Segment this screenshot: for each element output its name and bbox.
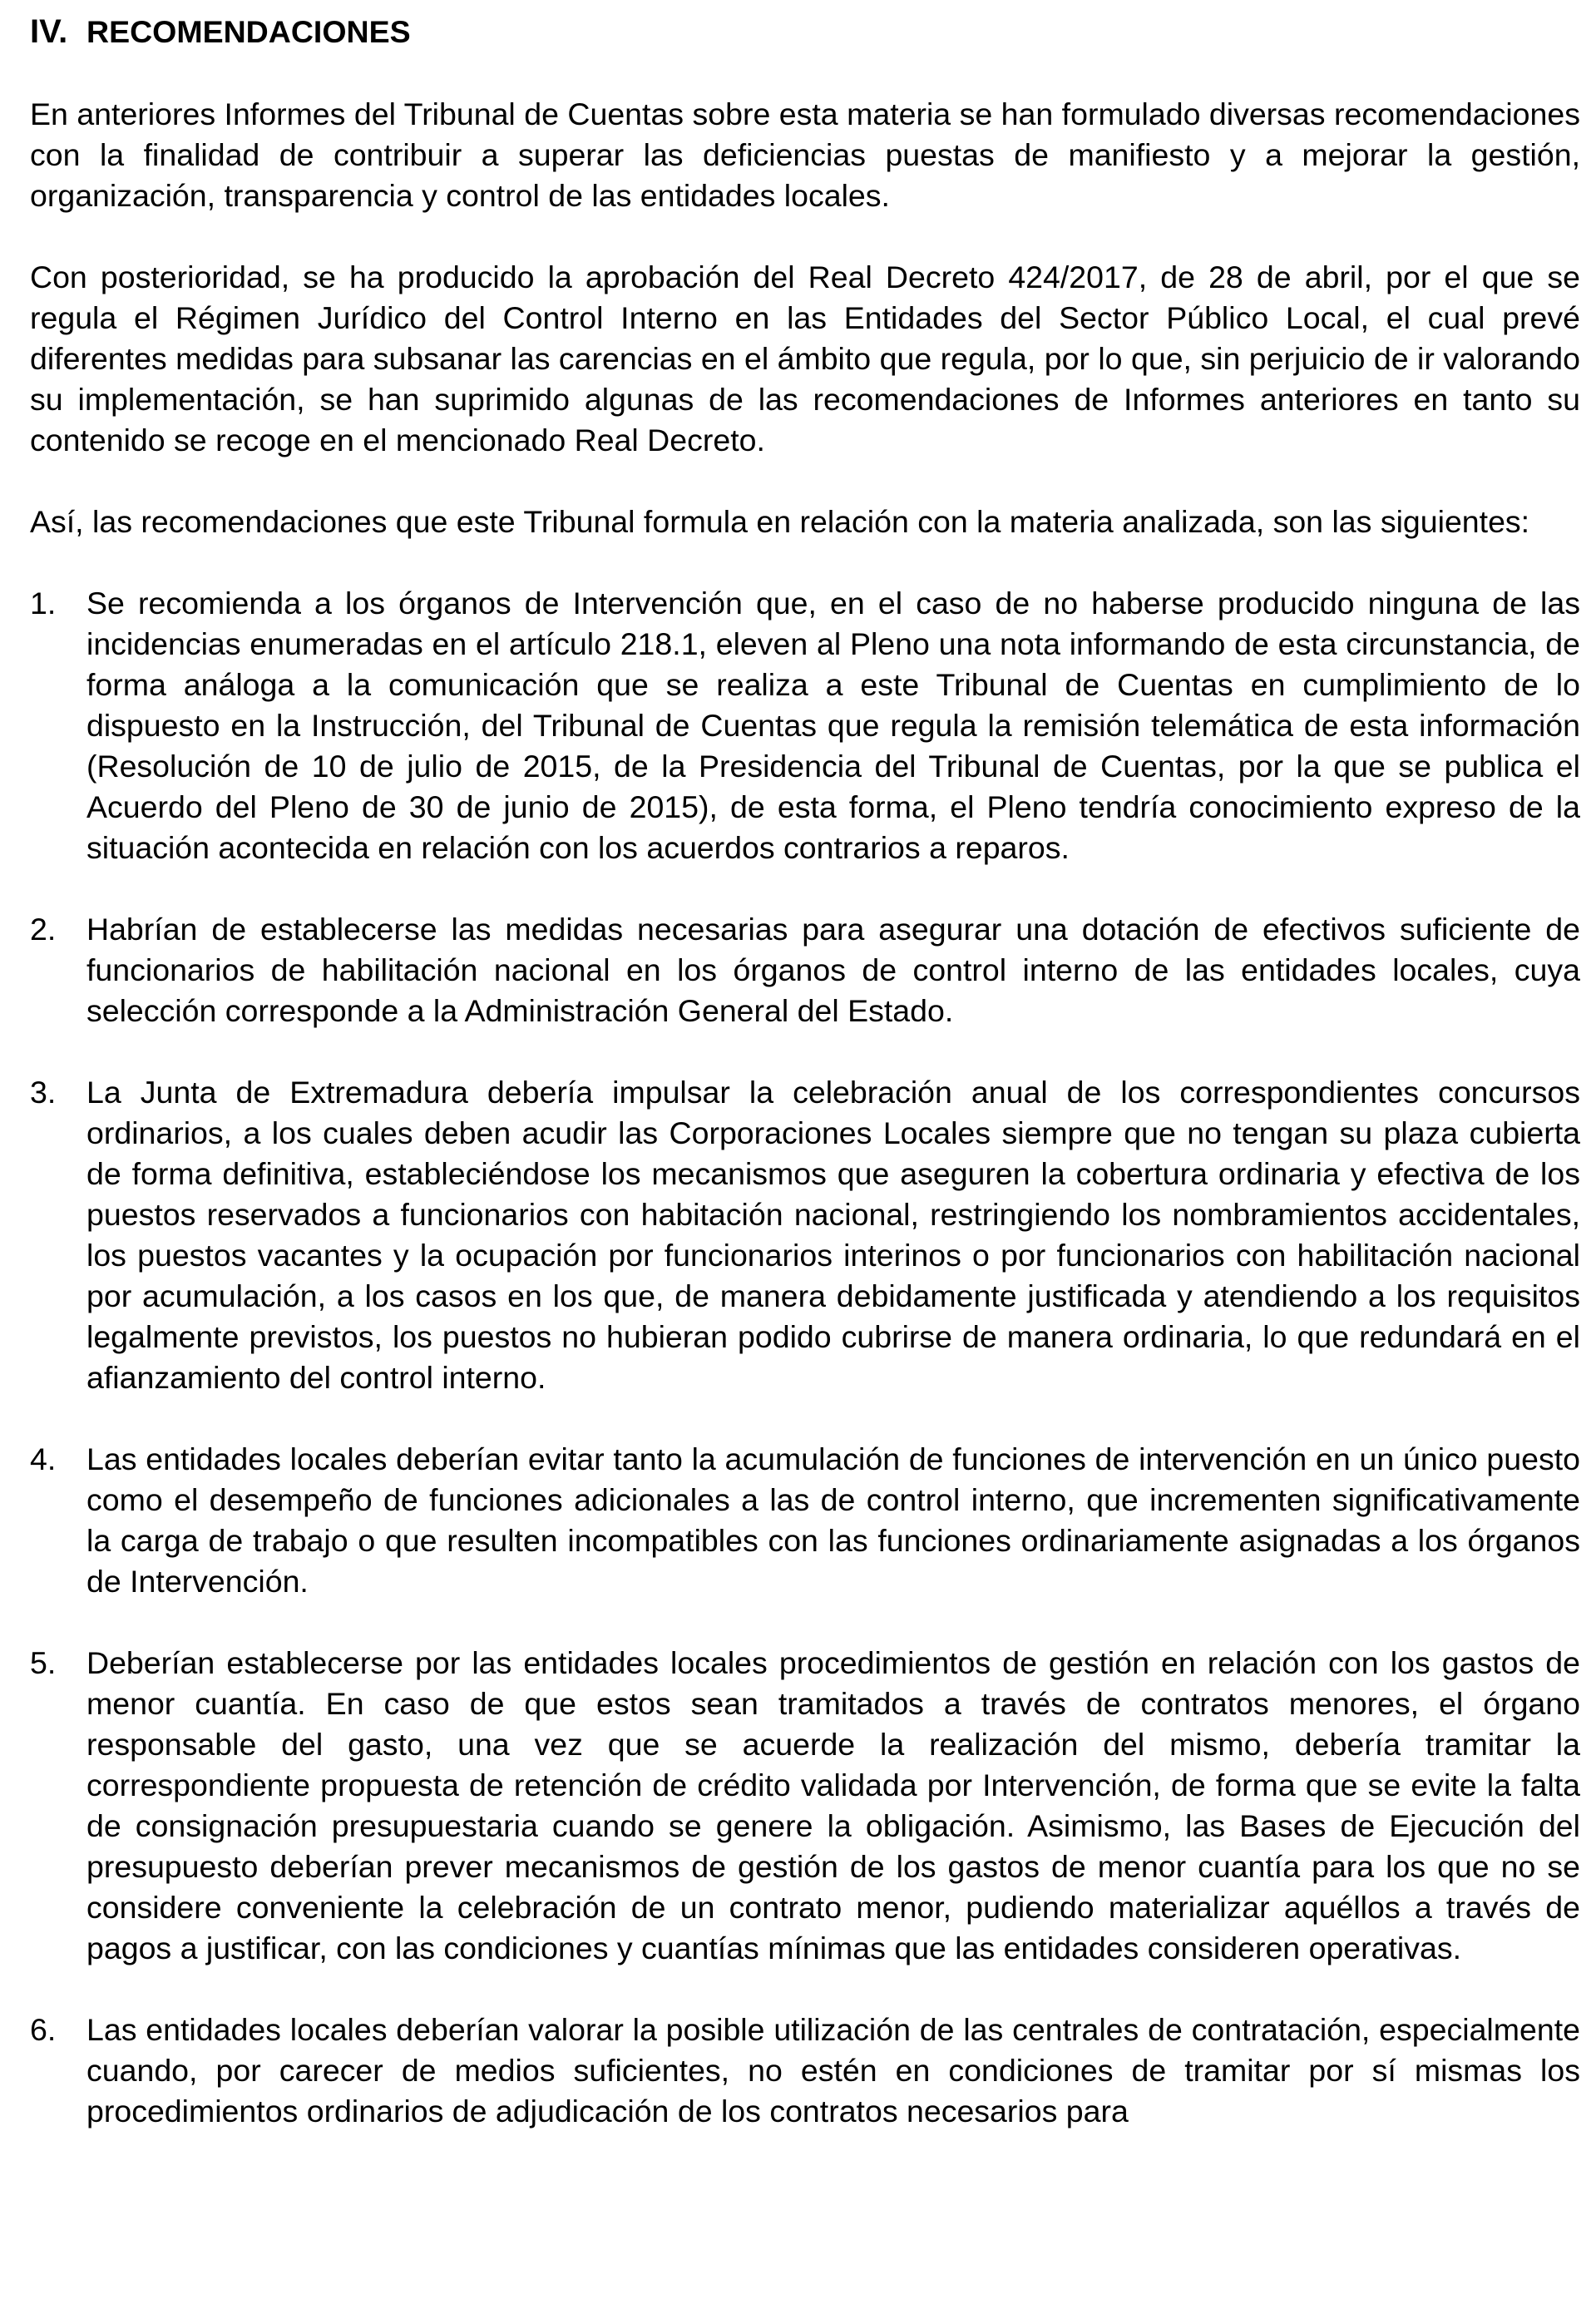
recommendation-number: 1. xyxy=(30,586,57,621)
recommendation-number: 3. xyxy=(30,1075,57,1110)
recommendation-number: 2. xyxy=(30,912,57,947)
document-page xyxy=(30,12,1580,2132)
recommendation-text: Las entidades locales deberían evitar tanto la acumulación de funciones de intervención en un único puesto como el desempeño de funciones adicionales a las de control interno, que incrementen significativamente la carga de trabajo o que resulten incompatibles con las funciones ordinariamente asignadas a los órganos de Intervención. xyxy=(86,1441,1580,1599)
recommendation-text: La Junta de Extremadura debería impulsar la celebración anual de los correspondientes concursos ordinarios, a los cuales deben acudir las Corporaciones Locales siempre que no tengan su plaza cubierta de forma definitiva, estableciéndose los mecanismos que aseguren la cobertura ordinaria y efectiva de los puestos reservados a funcionarios con habitación nacional, restringiendo los nombramientos accidentales, los puestos vacantes y la ocupación por funcionarios interinos o por funcionarios con habilitación nacional por acumulación, a los casos en los que, de manera debidamente justificada y atendiendo a los requisitos legalmente previstos, los puestos no hubieran podido cubrirse de manera ordinaria, lo que redundará en el afianzamiento del control interno. xyxy=(86,1075,1580,1395)
recommendation-number: 4. xyxy=(30,1441,57,1476)
recommendation-number: 6. xyxy=(30,2012,57,2047)
recommendation-item xyxy=(30,1072,1580,1398)
section-number: IV. xyxy=(30,13,68,50)
recommendation-number: 5. xyxy=(30,1645,57,1680)
recommendation-item xyxy=(30,2010,1580,2132)
recommendation-item xyxy=(30,1643,1580,1969)
recommendation-item xyxy=(30,909,1580,1031)
recommendations-list xyxy=(30,583,1580,2132)
section-heading xyxy=(30,12,1580,52)
recommendation-text: Las entidades locales deberían valorar la posible utilización de las centrales de contratación, especialmente cuando, por carecer de medios suficientes, no estén en condiciones de tramitar por sí mismas los procedimientos ordinarios de adjudicación de los contratos necesarios para xyxy=(86,2012,1580,2129)
real-decreto-paragraph: Con posterioridad, se ha producido la aprobación del Real Decreto 424/2017, de 28 de abril, por el que se regula el Régimen Jurídico del Control Interno en las Entidades del Sector Público Local, el cual prevé diferentes medidas para subsanar las carencias en el ámbito que regula, por lo que, sin perjuicio de ir valorando su implementación, se han suprimido algunas de las recomendaciones de Informes anteriores en tanto su contenido se recoge en el mencionado Real Decreto. xyxy=(30,260,1580,457)
recommendation-text: Se recomienda a los órganos de Intervención que, en el caso de no haberse producido ninguna de las incidencias enumeradas en el artículo 218.1, eleven al Pleno una nota informando de esta circunstancia, de forma análoga a la comunicación que se realiza a este Tribunal de Cuentas en cumplimiento de lo dispuesto en la Instrucción, del Tribunal de Cuentas que regula la remisión telemática de esta información (Resolución de 10 de julio de 2015, de la Presidencia del Tribunal de Cuentas, por la que se publica el Acuerdo del Pleno de 30 de junio de 2015), de esta forma, el Pleno tendría conocimiento expreso de la situación acontecida en relación con los acuerdos contrarios a reparos. xyxy=(86,586,1580,865)
recommendation-item xyxy=(30,583,1580,868)
recommendation-text: Habrían de establecerse las medidas necesarias para asegurar una dotación de efectivos suficiente de funcionarios de habilitación nacional en los órganos de control interno de las entidades locales, cuya selección corresponde a la Administración General del Estado. xyxy=(86,912,1580,1028)
recommendation-text: Deberían establecerse por las entidades locales procedimientos de gestión en relación con los gastos de menor cuantía. En caso de que estos sean tramitados a través de contratos menores, el órgano responsable del gasto, una vez que se acuerde la realización del mismo, debería tramitar la correspondiente propuesta de retención de crédito validada por Intervención, de forma que se evite la falta de consignación presupuestaria cuando se genere la obligación. Asimismo, las Bases de Ejecución del presupuesto deberían prever mecanismos de gestión de los gastos de menor cuantía para los que no se considere conveniente la celebración de un contrato menor, pudiendo materializar aquéllos a través de pagos a justificar, con las condiciones y cuantías mínimas que las entidades consideren operativas. xyxy=(86,1645,1580,1965)
lead-in-paragraph: Así, las recomendaciones que este Tribunal formula en relación con la materia analizada, son las siguientes: xyxy=(30,504,1530,539)
intro-paragraph: En anteriores Informes del Tribunal de Cuentas sobre esta materia se han formulado diversas recomendaciones con la finalidad de contribuir a superar las deficiencias puestas de manifiesto y a mejorar la gestión, organización, transparencia y control de las entidades locales. xyxy=(30,96,1580,213)
section-title: RECOMENDACIONES xyxy=(86,14,411,49)
recommendation-item xyxy=(30,1439,1580,1602)
